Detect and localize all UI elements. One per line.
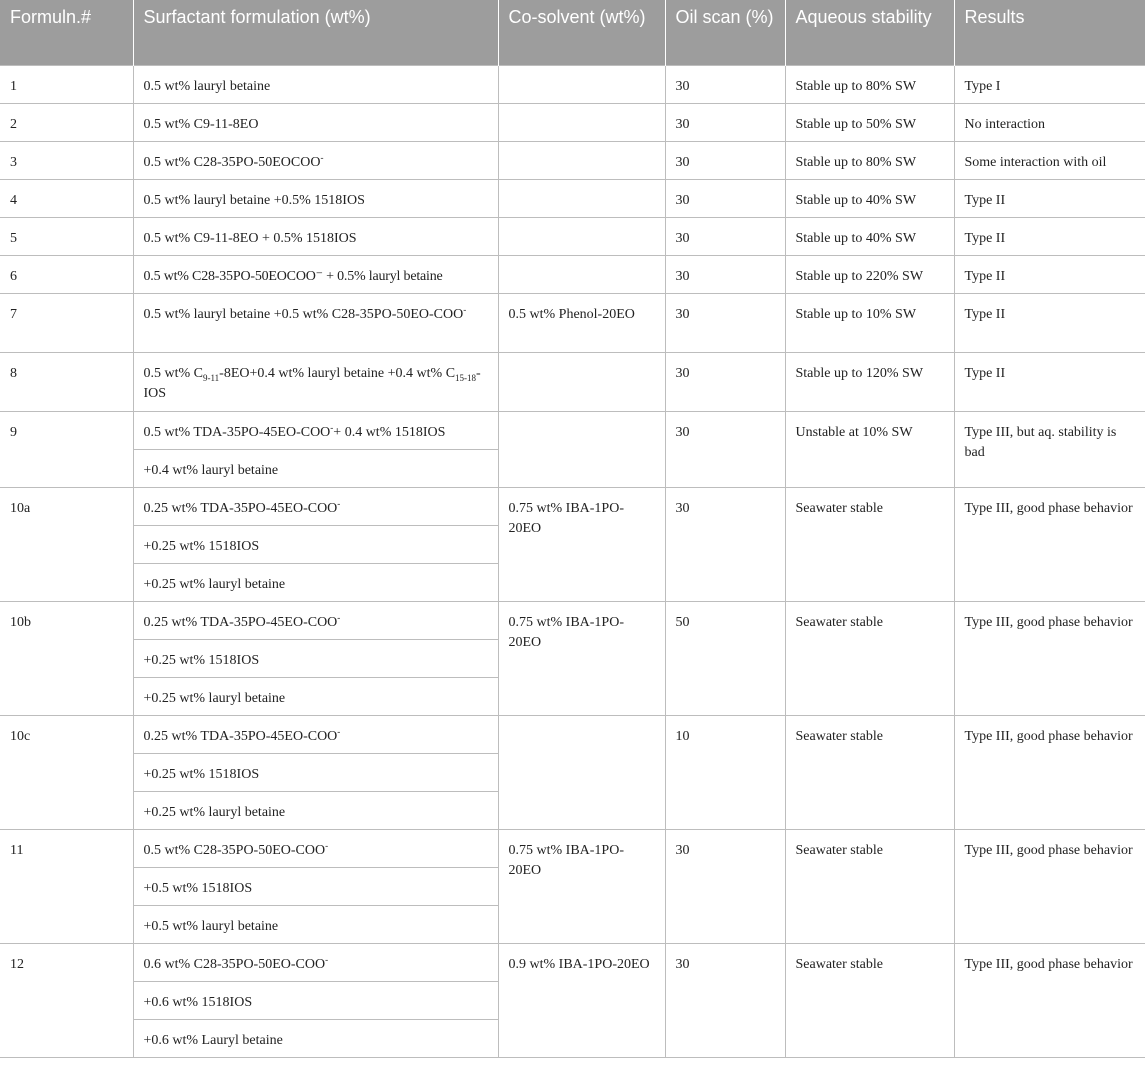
cell-cosolvent: 0.75 wt% IBA-1PO-20EO <box>498 601 665 715</box>
cell-aqueous-stability: Seawater stable <box>785 487 954 601</box>
cell-formulation: 11 <box>0 829 133 943</box>
table-row <box>0 487 1145 525</box>
cell-results: Type II <box>954 217 1145 255</box>
cell-results: Some interaction with oil <box>954 141 1145 179</box>
cell-oil-scan: 10 <box>665 715 785 829</box>
cell-surfactant <box>133 411 498 449</box>
table-body <box>0 65 1145 1057</box>
header-row <box>0 0 1145 65</box>
cell-formulation: 7 <box>0 293 133 352</box>
cell-surfactant: +0.25 wt% lauryl betaine <box>133 563 498 601</box>
cell-surfactant: +0.25 wt% 1518IOS <box>133 753 498 791</box>
cell-surfactant <box>133 715 498 753</box>
charge-sup: - <box>325 839 329 850</box>
cell-formulation: 9 <box>0 411 133 487</box>
cell-cosolvent <box>498 255 665 293</box>
surfactant-text-part: 0.5 wt% C <box>143 365 203 381</box>
cell-surfactant: +0.4 wt% lauryl betaine <box>133 449 498 487</box>
header-results: Results <box>954 0 1145 65</box>
surfactant-text: 0.5 wt% TDA-35PO-45EO-COO <box>143 424 331 440</box>
cell-surfactant <box>133 943 498 981</box>
cell-surfactant: +0.5 wt% 1518IOS <box>133 867 498 905</box>
cell-formulation: 5 <box>0 217 133 255</box>
cell-surfactant: 0.5 wt% lauryl betaine +0.5% 1518IOS <box>133 179 498 217</box>
cell-formulation: 1 <box>0 65 133 103</box>
cell-oil-scan: 30 <box>665 411 785 487</box>
surfactant-text: 0.5 wt% C28-35PO-50EO-COO <box>143 842 326 858</box>
cell-surfactant: +0.6 wt% Lauryl betaine <box>133 1019 498 1057</box>
table-header <box>0 0 1145 65</box>
table-row <box>0 141 1145 179</box>
charge-sup: - <box>325 953 329 964</box>
cell-formulation: 2 <box>0 103 133 141</box>
cell-results: Type I <box>954 65 1145 103</box>
header-cosolvent: Co-solvent (wt%) <box>498 0 665 65</box>
cell-surfactant <box>133 601 498 639</box>
charge-sup: - <box>320 151 324 162</box>
cell-surfactant <box>133 352 498 411</box>
cell-surfactant <box>133 487 498 525</box>
charge-sup: - <box>463 303 467 314</box>
charge-sup: - <box>337 611 341 622</box>
table-row <box>0 293 1145 352</box>
cell-formulation: 8 <box>0 352 133 411</box>
table-row <box>0 411 1145 449</box>
surfactant-text: 0.5 wt% lauryl betaine +0.5 wt% C28-35PO-50EO-COO <box>143 306 464 322</box>
carbon-range-sub: 9-11 <box>203 372 220 383</box>
cell-surfactant: +0.6 wt% 1518IOS <box>133 981 498 1019</box>
cell-surfactant: +0.25 wt% 1518IOS <box>133 639 498 677</box>
cell-cosolvent: 0.75 wt% IBA-1PO-20EO <box>498 487 665 601</box>
cell-cosolvent <box>498 352 665 411</box>
table-row <box>0 65 1145 103</box>
cell-aqueous-stability: Seawater stable <box>785 943 954 1057</box>
cell-results: Type II <box>954 179 1145 217</box>
cell-aqueous-stability: Unstable at 10% SW <box>785 411 954 487</box>
cell-surfactant <box>133 829 498 867</box>
table-row <box>0 943 1145 981</box>
table-row <box>0 217 1145 255</box>
cell-aqueous-stability: Stable up to 10% SW <box>785 293 954 352</box>
cell-aqueous-stability: Stable up to 40% SW <box>785 217 954 255</box>
table-row <box>0 179 1145 217</box>
cell-aqueous-stability: Stable up to 80% SW <box>785 65 954 103</box>
header-aqueous-stability: Aqueous stability <box>785 0 954 65</box>
cell-surfactant <box>133 141 498 179</box>
cell-results: Type III, good phase behavior <box>954 601 1145 715</box>
cell-oil-scan: 30 <box>665 487 785 601</box>
cell-cosolvent <box>498 141 665 179</box>
cell-results: Type III, good phase behavior <box>954 943 1145 1057</box>
cell-surfactant: +0.25 wt% 1518IOS <box>133 525 498 563</box>
cell-aqueous-stability: Stable up to 40% SW <box>785 179 954 217</box>
cell-oil-scan: 30 <box>665 141 785 179</box>
cell-cosolvent: 0.9 wt% IBA-1PO-20EO <box>498 943 665 1057</box>
cell-results: Type III, good phase behavior <box>954 829 1145 943</box>
cell-cosolvent <box>498 217 665 255</box>
table-row <box>0 255 1145 293</box>
surfactant-text-part: -IOS <box>143 365 481 401</box>
header-oil-scan: Oil scan (%) <box>665 0 785 65</box>
cell-formulation: 10c <box>0 715 133 829</box>
cell-cosolvent <box>498 715 665 829</box>
cell-surfactant: 0.5 wt% C9-11-8EO <box>133 103 498 141</box>
cell-results: Type II <box>954 255 1145 293</box>
cell-aqueous-stability: Seawater stable <box>785 715 954 829</box>
cell-oil-scan: 30 <box>665 103 785 141</box>
carbon-range-sub: 15-18 <box>455 372 477 383</box>
cell-formulation: 10a <box>0 487 133 601</box>
table-row <box>0 103 1145 141</box>
cell-surfactant: 0.5 wt% C9-11-8EO + 0.5% 1518IOS <box>133 217 498 255</box>
cell-results: Type II <box>954 293 1145 352</box>
cell-surfactant: 0.5 wt% C28-35PO-50EOCOO⁻ + 0.5% lauryl betaine <box>133 255 498 293</box>
cell-surfactant: +0.25 wt% lauryl betaine <box>133 677 498 715</box>
cell-surfactant: 0.5 wt% lauryl betaine <box>133 65 498 103</box>
cell-results: No interaction <box>954 103 1145 141</box>
charge-sup: - <box>330 421 334 432</box>
surfactant-text: 0.5 wt% C28-35PO-50EOCOO <box>143 154 321 170</box>
cell-oil-scan: 30 <box>665 293 785 352</box>
cell-cosolvent: 0.5 wt% Phenol-20EO <box>498 293 665 352</box>
cell-formulation: 6 <box>0 255 133 293</box>
cell-oil-scan: 30 <box>665 352 785 411</box>
cell-results: Type II <box>954 352 1145 411</box>
cell-aqueous-stability: Stable up to 50% SW <box>785 103 954 141</box>
cell-aqueous-stability: Stable up to 220% SW <box>785 255 954 293</box>
cell-oil-scan: 30 <box>665 943 785 1057</box>
surfactant-text-tail: + 0.4 wt% 1518IOS <box>333 424 446 440</box>
cell-aqueous-stability: Seawater stable <box>785 829 954 943</box>
table-row <box>0 601 1145 639</box>
surfactant-text: 0.25 wt% TDA-35PO-45EO-COO <box>143 728 338 744</box>
header-surfactant: Surfactant formulation (wt%) <box>133 0 498 65</box>
cell-formulation: 3 <box>0 141 133 179</box>
cell-results: Type III, good phase behavior <box>954 715 1145 829</box>
cell-cosolvent <box>498 179 665 217</box>
surfactant-text: 0.6 wt% C28-35PO-50EO-COO <box>143 956 326 972</box>
cell-oil-scan: 30 <box>665 829 785 943</box>
table-row <box>0 829 1145 867</box>
cell-results: Type III, but aq. stability is bad <box>954 411 1145 487</box>
cell-formulation: 4 <box>0 179 133 217</box>
cell-surfactant: +0.5 wt% lauryl betaine <box>133 905 498 943</box>
header-formulation: Formuln.# <box>0 0 133 65</box>
cell-formulation: 10b <box>0 601 133 715</box>
cell-cosolvent <box>498 65 665 103</box>
charge-sup: - <box>337 725 341 736</box>
cell-surfactant: +0.25 wt% lauryl betaine <box>133 791 498 829</box>
surfactant-text: 0.25 wt% TDA-35PO-45EO-COO <box>143 500 338 516</box>
charge-sup: - <box>337 497 341 508</box>
cell-cosolvent <box>498 103 665 141</box>
cell-cosolvent: 0.75 wt% IBA-1PO-20EO <box>498 829 665 943</box>
cell-aqueous-stability: Stable up to 80% SW <box>785 141 954 179</box>
table-row <box>0 352 1145 411</box>
cell-oil-scan: 30 <box>665 179 785 217</box>
cell-aqueous-stability: Seawater stable <box>785 601 954 715</box>
surfactant-text-part: -8EO+0.4 wt% lauryl betaine +0.4 wt% C <box>219 365 456 381</box>
cell-surfactant <box>133 293 498 352</box>
cell-oil-scan: 50 <box>665 601 785 715</box>
cell-formulation: 12 <box>0 943 133 1057</box>
cell-cosolvent <box>498 411 665 487</box>
table-row <box>0 715 1145 753</box>
cell-oil-scan: 30 <box>665 217 785 255</box>
cell-aqueous-stability: Stable up to 120% SW <box>785 352 954 411</box>
cell-oil-scan: 30 <box>665 255 785 293</box>
surfactant-text: 0.25 wt% TDA-35PO-45EO-COO <box>143 614 338 630</box>
cell-results: Type III, good phase behavior <box>954 487 1145 601</box>
cell-oil-scan: 30 <box>665 65 785 103</box>
